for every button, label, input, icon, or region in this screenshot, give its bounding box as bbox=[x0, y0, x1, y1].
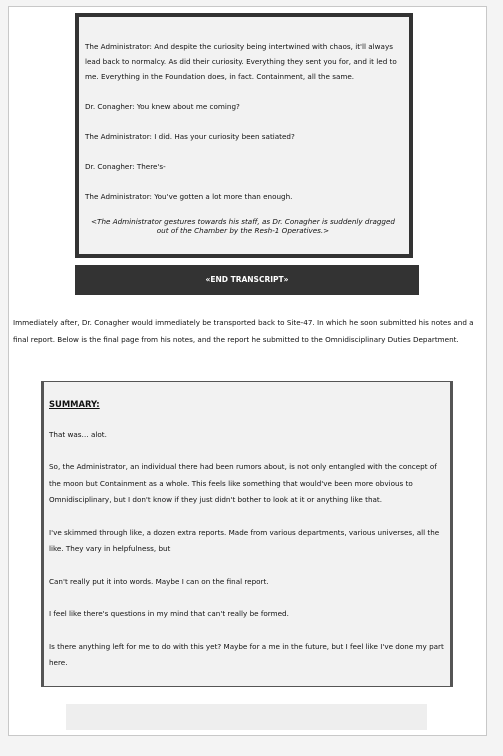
intro-paragraph: Immediately after, Dr. Conagher would immediately be transported back to Site-47. In which he soon submitted his notes and a final report. Below is the final page from his notes, and the report he submitted to the Omnidisciplinary Duties Department. bbox=[13, 318, 474, 344]
summary-paragraph: Can't really put it into words. Maybe I can on the final report. bbox=[49, 576, 269, 586]
summary-paragraph: That was… alot. bbox=[49, 429, 107, 439]
footer-placeholder bbox=[66, 704, 427, 730]
summary-paragraph: So, the Administrator, an individual there had been rumors about, is not only entangled with the concept of the moon but Containment as a whole. This feels like something that would've been more obvious to Omnidisciplinary, but I don't know if they just didn't bother to look at it or anything like that. bbox=[49, 462, 437, 504]
summary-paragraph: I feel like there's questions in my mind that can't really be formed. bbox=[49, 609, 289, 618]
summary-heading: SUMMARY: bbox=[49, 399, 100, 409]
transcript-line: The Administrator: And despite the curiosity being intertwined with chaos, it'll always lead back to normalcy. As did their curiosity. Everything they sent you for, and it led to me. Everything in the Foundation does, in fact. Containment, all the same. bbox=[85, 42, 397, 81]
transcript-line: The Administrator: You've gotten a lot more than enough. bbox=[85, 192, 293, 201]
summary-box bbox=[41, 381, 453, 687]
summary-paragraph: Is there anything left for me to do with this yet? Maybe for a me in the future, but I feel like I've done my part here. bbox=[49, 641, 444, 667]
end-transcript-bar: «END TRANSCRIPT» bbox=[75, 265, 419, 295]
summary-paragraph: I've skimmed through like, a dozen extra reports. Made from various departments, various universes, all the like. They vary in helpfulness, but bbox=[49, 527, 440, 553]
transcript-line: Dr. Conagher: You knew about me coming? bbox=[85, 102, 240, 111]
transcript-line: Dr. Conagher: There's- bbox=[85, 162, 166, 171]
page-container bbox=[8, 6, 487, 736]
stage-direction: <The Administrator gestures towards his staff, as Dr. Conagher is suddenly dragged out of the Chamber by the Resh-1 Operatives.> bbox=[91, 217, 395, 235]
transcript-box bbox=[75, 13, 413, 258]
transcript-line: The Administrator: I did. Has your curiosity been satiated? bbox=[85, 132, 295, 141]
